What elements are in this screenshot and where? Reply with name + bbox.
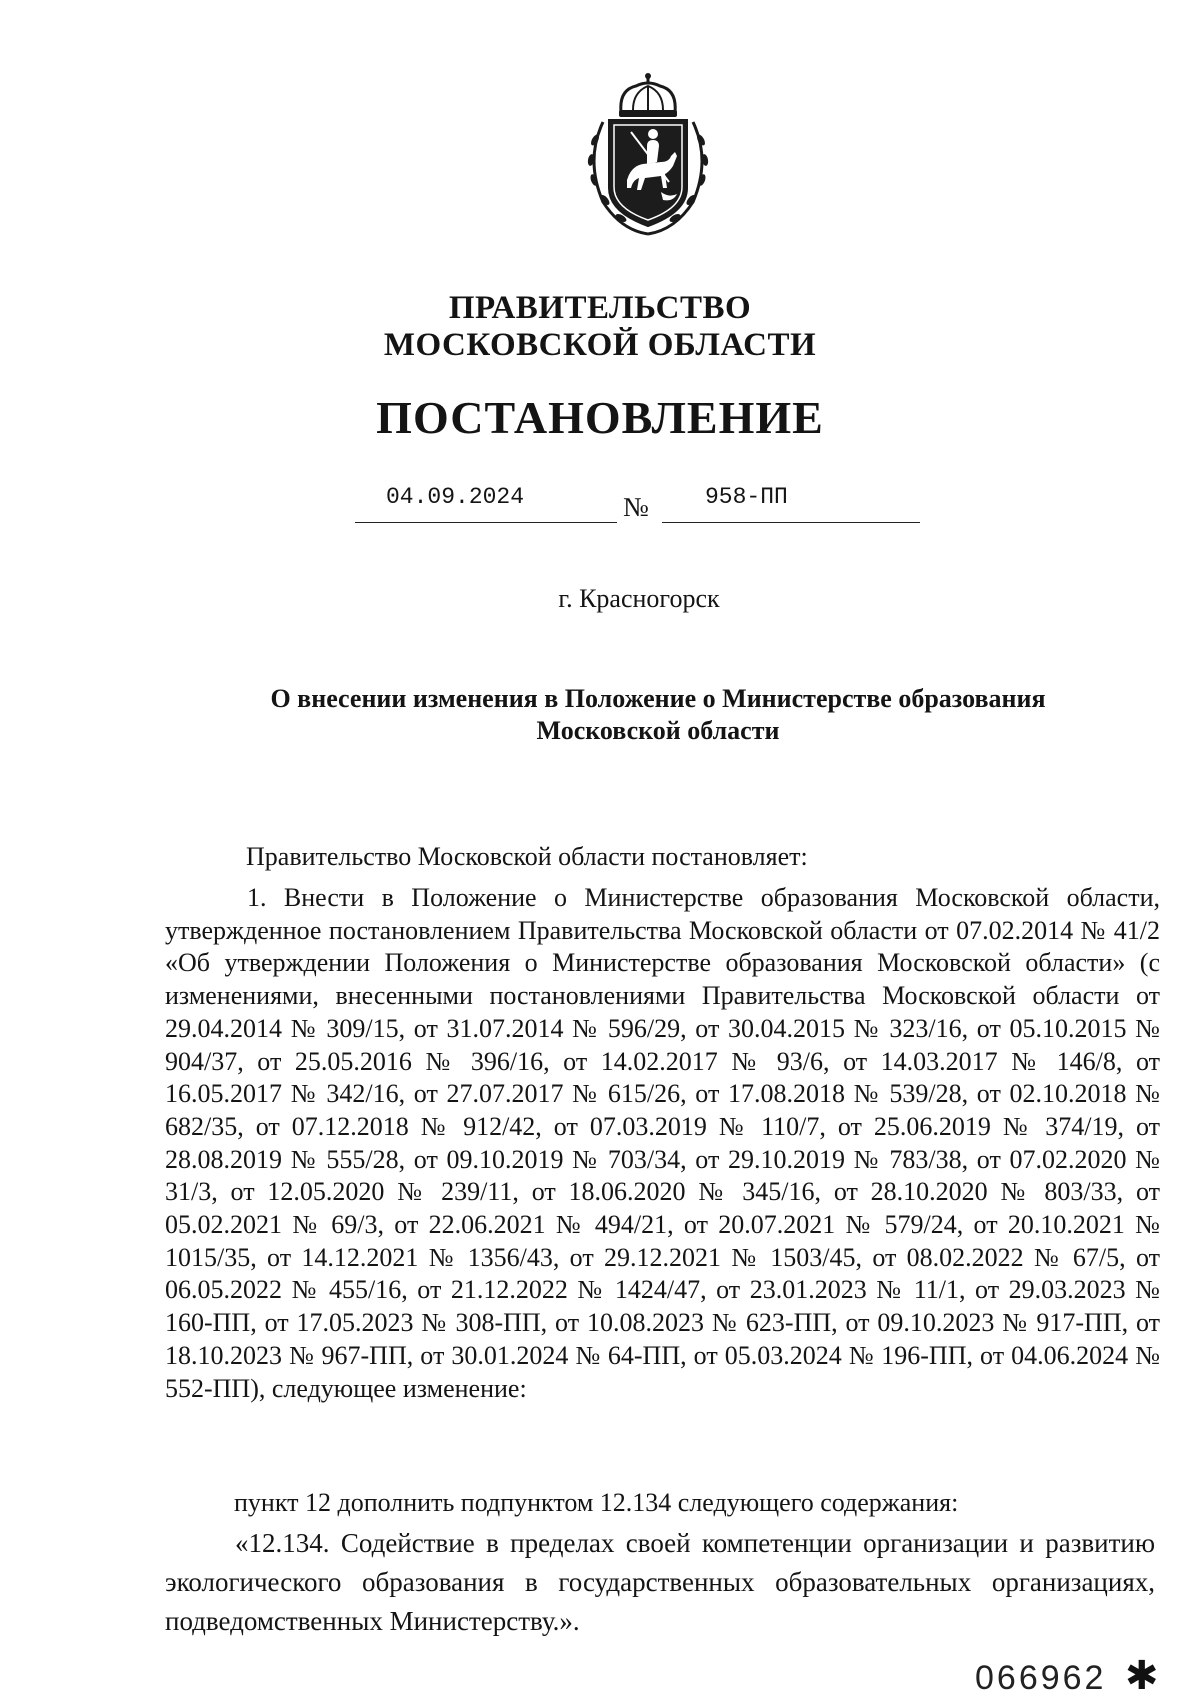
number-sign: № (623, 492, 649, 522)
document-number: 958-ПП (705, 484, 788, 510)
paragraph-2: пункт 12 дополнить подпунктом 12.134 следующего содержания: (234, 1488, 959, 1517)
coat-of-arms-icon (581, 70, 715, 240)
place-of-issue: г. Красногорск (558, 584, 720, 613)
serial-number: 066962 (975, 1659, 1107, 1697)
organization-name-line1: ПРАВИТЕЛЬСТВО (448, 290, 752, 326)
date-underline (355, 522, 617, 523)
document-date: 04.09.2024 (386, 484, 525, 510)
document-type: ПОСТАНОВЛЕНИЕ (376, 392, 824, 443)
document-subject: О внесении изменения в Положение о Министерстве образования Московской области (270, 684, 1046, 745)
paragraph-3: «12.134. Содействие в пределах своей компетенции организации и развитию экологического образования в государственных образовательных организациях, подведомственных Министерству.». (165, 1528, 1155, 1636)
number-underline (662, 522, 920, 523)
asterisk-mark: ✱ (1125, 1653, 1159, 1698)
paragraph-1: 1. Внести в Положение о Министерстве образования Московской области, утвержденное постановлением Правительства Московской области от 07.02.2014 № 41/2 «Об утверждении Положения о Министерстве образования Московской области» (с изменениями, внесенными постановлениями Правительства Московской области от 29.04.2014 № 309/15, от 31.07.2014 № 596/29, от 30.04.2015 № 323/16, от 05.10.2015 № 904/37, от 25.05.2016 № 396/16, от 14.02.2017 № 93/6, от 14.03.2017 № 146/8, от 16.05.2017 № 342/16, от 27.07.2017 № 615/26, от 17.08.2018 № 539/28, от 02.10.2018 № 682/35, от 07.12.2018 № 912/42, от 07.03.2019 № 110/7, от 25.06.2019 № 374/19, от 28.08.2019 № 555/28, от 09.10.2019 № 703/34, от 29.10.2019 № 783/38, от 07.02.2020 № 31/3, от 12.05.2020 № 239/11, от 18.06.2020 № 345/16, от 28.10.2020 № 803/33, от 05.02.2021 № 69/3, от 22.06.2021 № 494/21, от 20.07.2021 № 579/24, от 20.10.2021 № 1015/35, от 14.12.2021 № 1356/43, от 29.12.2021 № 1503/45, от 08.02.2022 № 67/5, от 06.05.2022 № 455/16, от 21.12.2022 № 1424/47, от 23.01.2023 № 11/1, от 29.03.2023 № 160-ПП, от 17.05.2023 № 308-ПП, от 10.08.2023 № 623-ПП, от 09.10.2023 № 917-ПП, от 18.10.2023 № 967-ПП, от 30.01.2024 № 64-ПП, от 05.03.2024 № 196-ПП, от 04.06.2024 № 552-ПП), следующее изменение: (165, 883, 1160, 1403)
organization-name-line2: МОСКОВСКОЙ ОБЛАСТИ (383, 327, 817, 363)
intro-paragraph: Правительство Московской области постановляет: (246, 842, 808, 871)
